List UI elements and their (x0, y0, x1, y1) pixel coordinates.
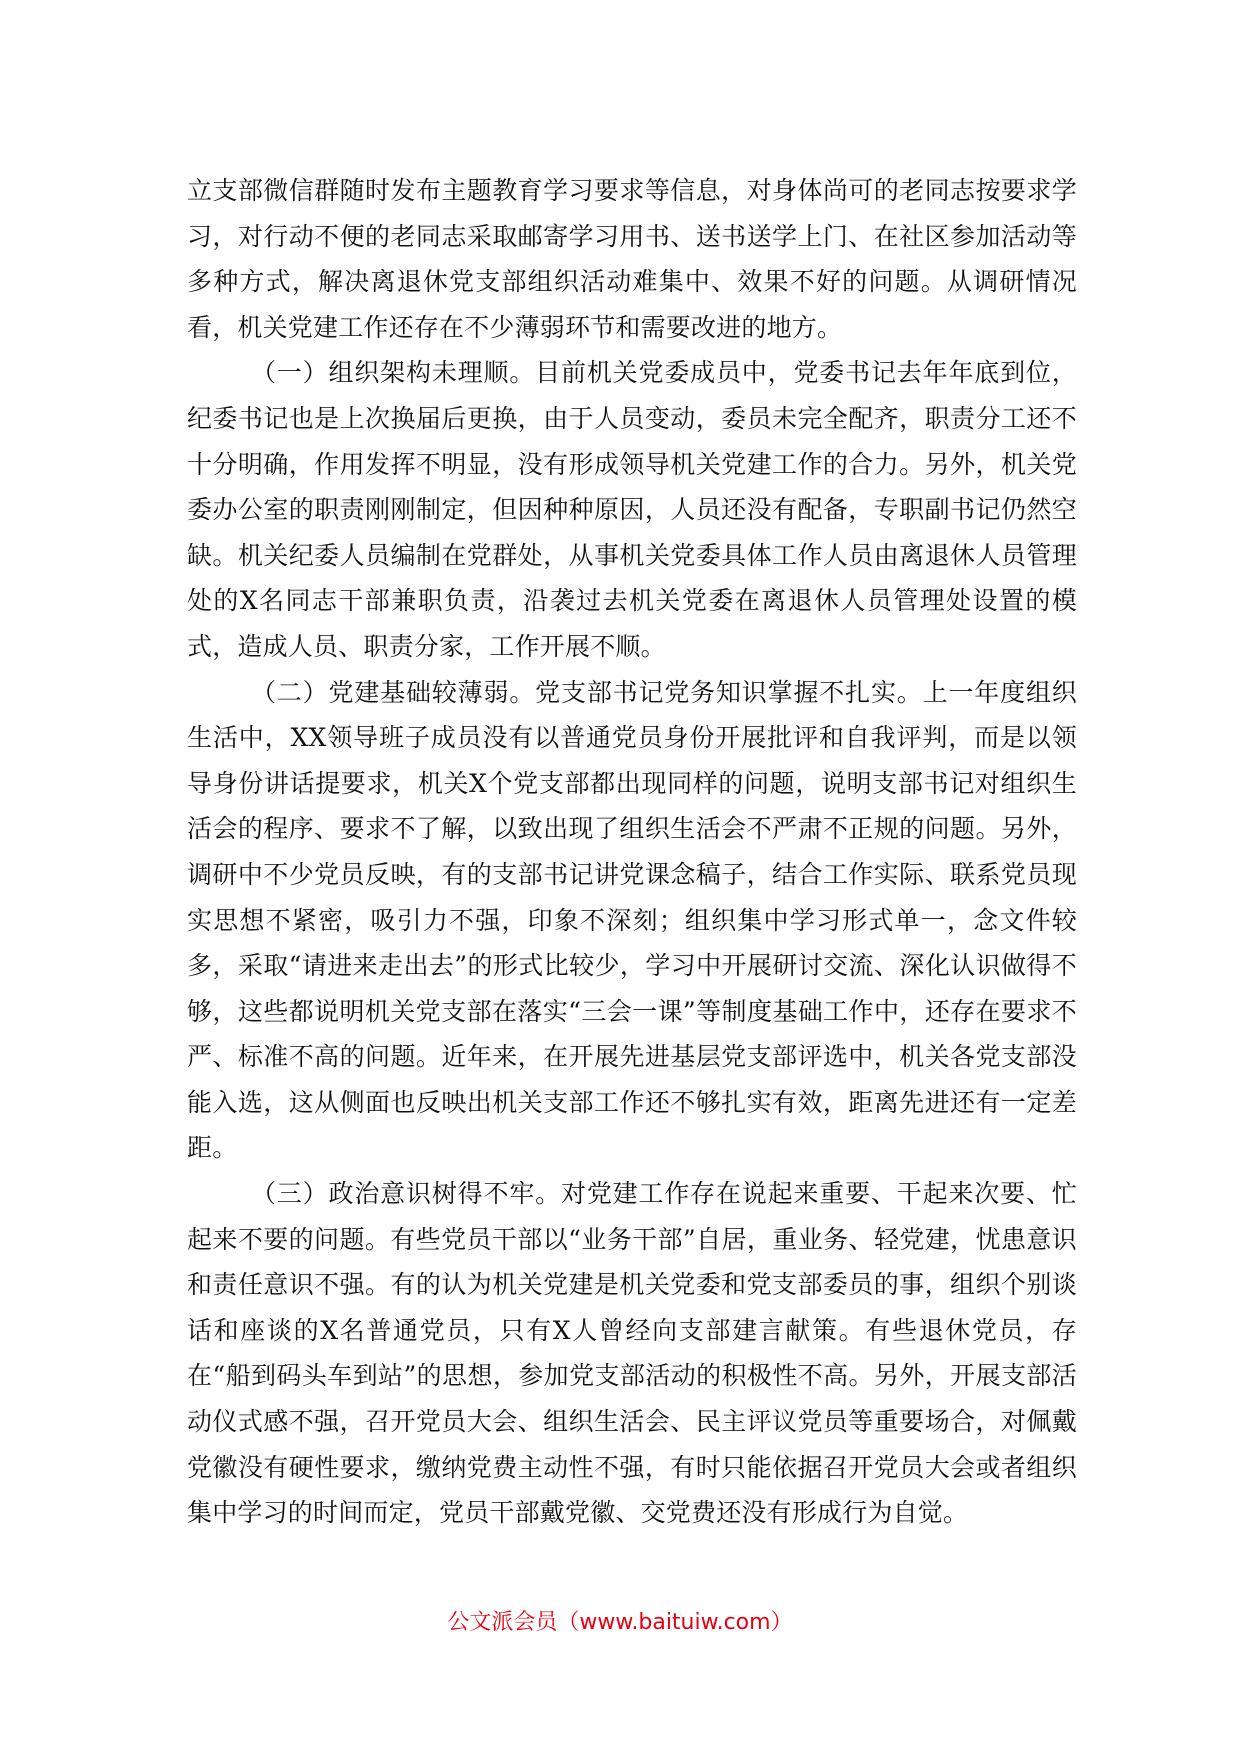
paragraph-section-2: （二）党建基础较薄弱。党支部书记党务知识掌握不扎实。上一年度组织生活中，XX领导班子成员没有以普通党员身份开展批评和自我评判，而是以领导身份讲话提要求，机关X个党支部都出现同样的问题，说明支部书记对组织生活会的程序、要求不了解，以致出现了组织生活会不严肃不正规的问题。另外，调研中不少党员反映，有的支部书记讲党课念稿子，结合工作实际、联系党员现实思想不紧密，吸引力不强，印象不深刻；组织集中学习形式单一，念文件较多，采取“请进来走出去”的形式比较少，学习中开展研讨交流、深化认识做得不够，这些都说明机关党支部在落实“三会一课”等制度基础工作中，还存在要求不严、标准不高的问题。近年来，在开展先进基层党支部评选中，机关各党支部没能入选，这从侧面也反映出机关支部工作还不够扎实有效，距离先进还有一定差距。 (187, 677, 1077, 1163)
paragraph-continuation: 立支部微信群随时发布主题教育学习要求等信息，对身体尚可的老同志按要求学习，对行动不便的老同志采取邮寄学习用书、送书送学上门、在社区参加活动等多种方式，解决离退休党支部组织活动难集中、效果不好的问题。从调研情况看，机关党建工作还存在不少薄弱环节和需要改进的地方。 (187, 176, 1077, 342)
footer-watermark: 公文派会员（www.baituiw.com） (447, 1610, 793, 1635)
paragraph-section-1: （一）组织架构未理顺。目前机关党委成员中，党委书记去年年底到位，纪委书记也是上次换届后更换，由于人员变动，委员未完全配齐，职责分工还不十分明确，作用发挥不明显，没有形成领导机关党建工作的合力。另外，机关党委办公室的职责刚刚制定，但因种种原因，人员还没有配备，专职副书记仍然空缺。机关纪委人员编制在党群处，从事机关党委具体工作人员由离退休人员管理处的X名同志干部兼职负责，沿袭过去机关党委在离退休人员管理处设置的模式，造成人员、职责分家，工作开展不顺。 (187, 358, 1077, 661)
document-body (187, 168, 1077, 1536)
paragraph-section-3: （三）政治意识树得不牢。对党建工作存在说起来重要、干起来次要、忙起来不要的问题。有些党员干部以“业务干部”自居，重业务、轻党建，忧患意识和责任意识不强。有的认为机关党建是机关党委和党支部委员的事，组织个别谈话和座谈的X名普通党员，只有X人曾经向支部建言献策。有些退休党员，存在“船到码头车到站”的思想，参加党支部活动的积极性不高。另外，开展支部活动仪式感不强，召开党员大会、组织生活会、民主评议党员等重要场合，对佩戴党徽没有硬性要求，缴纳党费主动性不强，有时只能依据召开党员大会或者组织集中学习的时间而定，党员干部戴党徽、交党费还没有形成行为自觉。 (187, 1179, 1077, 1528)
